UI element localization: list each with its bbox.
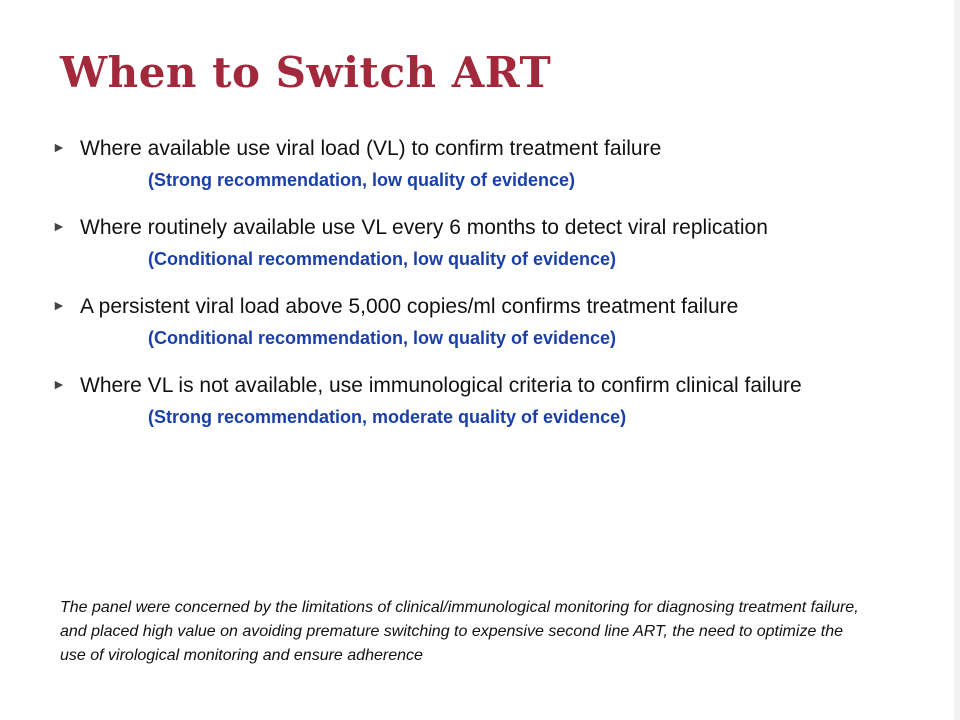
- bullet-text: Where VL is not available, use immunological criteria to confirm clinical failure: [80, 374, 802, 397]
- recommendation-text: (Strong recommendation, moderate quality of evidence): [148, 407, 627, 427]
- bullet-item: [52, 371, 932, 428]
- bullet-text: Where routinely available use VL every 6 months to detect viral replication: [80, 216, 768, 239]
- bullet-text: Where available use viral load (VL) to confirm treatment failure: [80, 137, 662, 160]
- bullet-item: [52, 213, 932, 270]
- bullet-text: A persistent viral load above 5,000 copies/ml confirms treatment failure: [80, 295, 739, 318]
- bullet-item: [52, 134, 932, 191]
- right-edge-rule: [954, 0, 960, 720]
- recommendation-text: (Conditional recommendation, low quality of evidence): [148, 328, 617, 348]
- bullet-item: [52, 292, 932, 349]
- recommendation-text: (Conditional recommendation, low quality of evidence): [148, 249, 617, 269]
- bullet-arrow-icon: ►: [52, 297, 66, 313]
- recommendation-text: (Strong recommendation, low quality of evidence): [148, 170, 576, 190]
- bullet-arrow-icon: ►: [52, 218, 66, 234]
- bullet-arrow-icon: ►: [52, 376, 66, 392]
- panel-note: The panel were concerned by the limitations of clinical/immunological monitoring for diagnosing treatment failure, and placed high value on avoiding premature switching to expensive second line ART, the need to optimize the use of virological monitoring and ensure adherence: [60, 599, 859, 664]
- bullet-list: [52, 134, 932, 450]
- bullet-arrow-icon: ►: [52, 139, 66, 155]
- slide-title: When to Switch ART: [60, 48, 552, 97]
